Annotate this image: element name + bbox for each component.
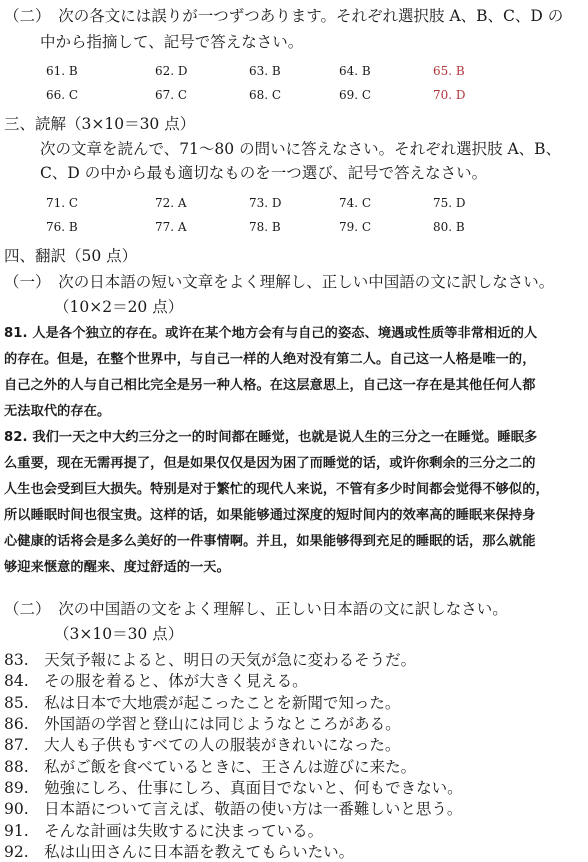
translation-82-line: 人生也会受到巨大损失。特别是对于繁忙的现代人来说，不管有多少时间都会觉得不够似的， [4, 482, 549, 497]
part2-instruction-line2: 中から指摘して、記号で答えなさい。 [40, 33, 304, 51]
answer-92: 92. 私は山田さんに日本語を教えてもらいたい。 [4, 843, 355, 861]
section4-sub1-points: （10×2＝20 点） [54, 298, 184, 316]
answer-69: 69. C [339, 88, 372, 102]
answer-66: 66. C [46, 88, 79, 102]
translation-82-line: 心健康的话将会是多么美好的一件事情啊。并且，如果能够得到充足的睡眠的话，那么就能 [4, 534, 536, 549]
answer-84: 84. その服を着ると、体が大きく見える。 [4, 672, 308, 691]
answer-63: 63. B [249, 64, 281, 78]
translation-82-line: 82. 我们一天之中大约三分之一的时间都在睡觉，也就是说人生的三分之一在睡觉。睡眠多 [4, 430, 538, 445]
answer-83: 83. 天気予報によると、明日の天気が急に変わるそうだ。 [4, 651, 417, 669]
part2-instruction-line1: （二） 次の各文には誤りが一つずつあります。それぞれ選択肢 A、B、C、D の [4, 7, 564, 25]
answer-78: 78. B [249, 220, 281, 234]
answer-61: 61. B [46, 64, 78, 78]
answer-70: 70. D [433, 88, 466, 102]
answer-75: 75. D [433, 196, 466, 210]
translation-81-line: 无法取代的存在。 [4, 404, 111, 419]
section3-instruction-line1: 次の文章を読んで、71～80 の問いに答えなさい。それぞれ選択肢 A、B、 [40, 140, 562, 158]
section3-instruction-line2: C、D の中から最も適切なものを一つ選び、記号で答えなさい。 [40, 164, 488, 182]
translation-82-line: 够迎来惬意的醒来、度过舒适的一天。 [4, 560, 230, 575]
answer-65: 65. B [433, 64, 465, 78]
section4-title: 四、翻訳（50 点） [4, 247, 138, 265]
translation-82-line: 所以睡眠时间也很宝贵。这样的话，如果能够通过深度的短时间内的效率高的睡眠来保持身 [4, 508, 536, 523]
answer-72: 72. A [155, 196, 187, 210]
section4-sub2-instruction: （二） 次の中国語の文をよく理解し、正しい日本語の文に訳しなさい。 [4, 600, 508, 618]
answer-77: 77. A [155, 220, 187, 234]
section4-sub1-instruction: （一） 次の日本語の短い文章をよく理解し、正しい中国語の文に訳しなさい。 [4, 273, 555, 291]
answer-87: 87. 大人も子供もすべての人の服装がきれいになった。 [4, 736, 401, 755]
answer-68: 68. C [249, 88, 282, 102]
answer-79: 79. C [339, 220, 372, 234]
answer-89: 89. 勉強にしろ、仕事にしろ、真面目でないと、何もできない。 [4, 779, 463, 797]
answer-73: 73. D [249, 196, 282, 210]
translation-81-line: 自己之外的人与自己相比完全是另一种人格。在这层意思上，自己这一存在是其他任何人都 [4, 378, 536, 393]
answer-71: 71. C [46, 196, 79, 210]
section4-sub2-points: （3×10＝30 点） [54, 625, 184, 643]
section3-title: 三、読解（3×10＝30 点） [4, 115, 196, 133]
translation-82-line: 么重要，现在无需再提了，但是如果仅仅是因为困了而睡觉的话，或许你剩余的三分之二的 [4, 456, 536, 471]
answer-64: 64. B [339, 64, 371, 78]
answer-85: 85. 私は日本で大地震が起こったことを新聞で知った。 [4, 693, 401, 712]
answer-86: 86. 外国語の学習と登山には同じようなところがある。 [4, 715, 401, 733]
translation-81-line: 81. 人是各个独立的存在。或许在某个地方会有与自己的姿态、境遇或性质等非常相近的人 [4, 326, 538, 341]
answer-91: 91. そんな計画は失敗するに決まっている。 [4, 821, 324, 840]
answer-76: 76. B [46, 220, 78, 234]
answer-74: 74. C [339, 196, 372, 210]
translation-81-line: 的存在。但是，在整个世界中，与自己一样的人绝对没有第二人。自己这一人格是唯一的， [4, 352, 536, 367]
answer-80: 80. B [433, 220, 465, 234]
answer-88: 88. 私がご飯を食べているときに、王さんは遊びに来た。 [4, 757, 417, 776]
answer-90: 90. 日本語について言えば、敬語の使い方は一番難しいと思う。 [4, 800, 463, 819]
answer-67: 67. C [155, 88, 188, 102]
answer-62: 62. D [155, 64, 188, 78]
